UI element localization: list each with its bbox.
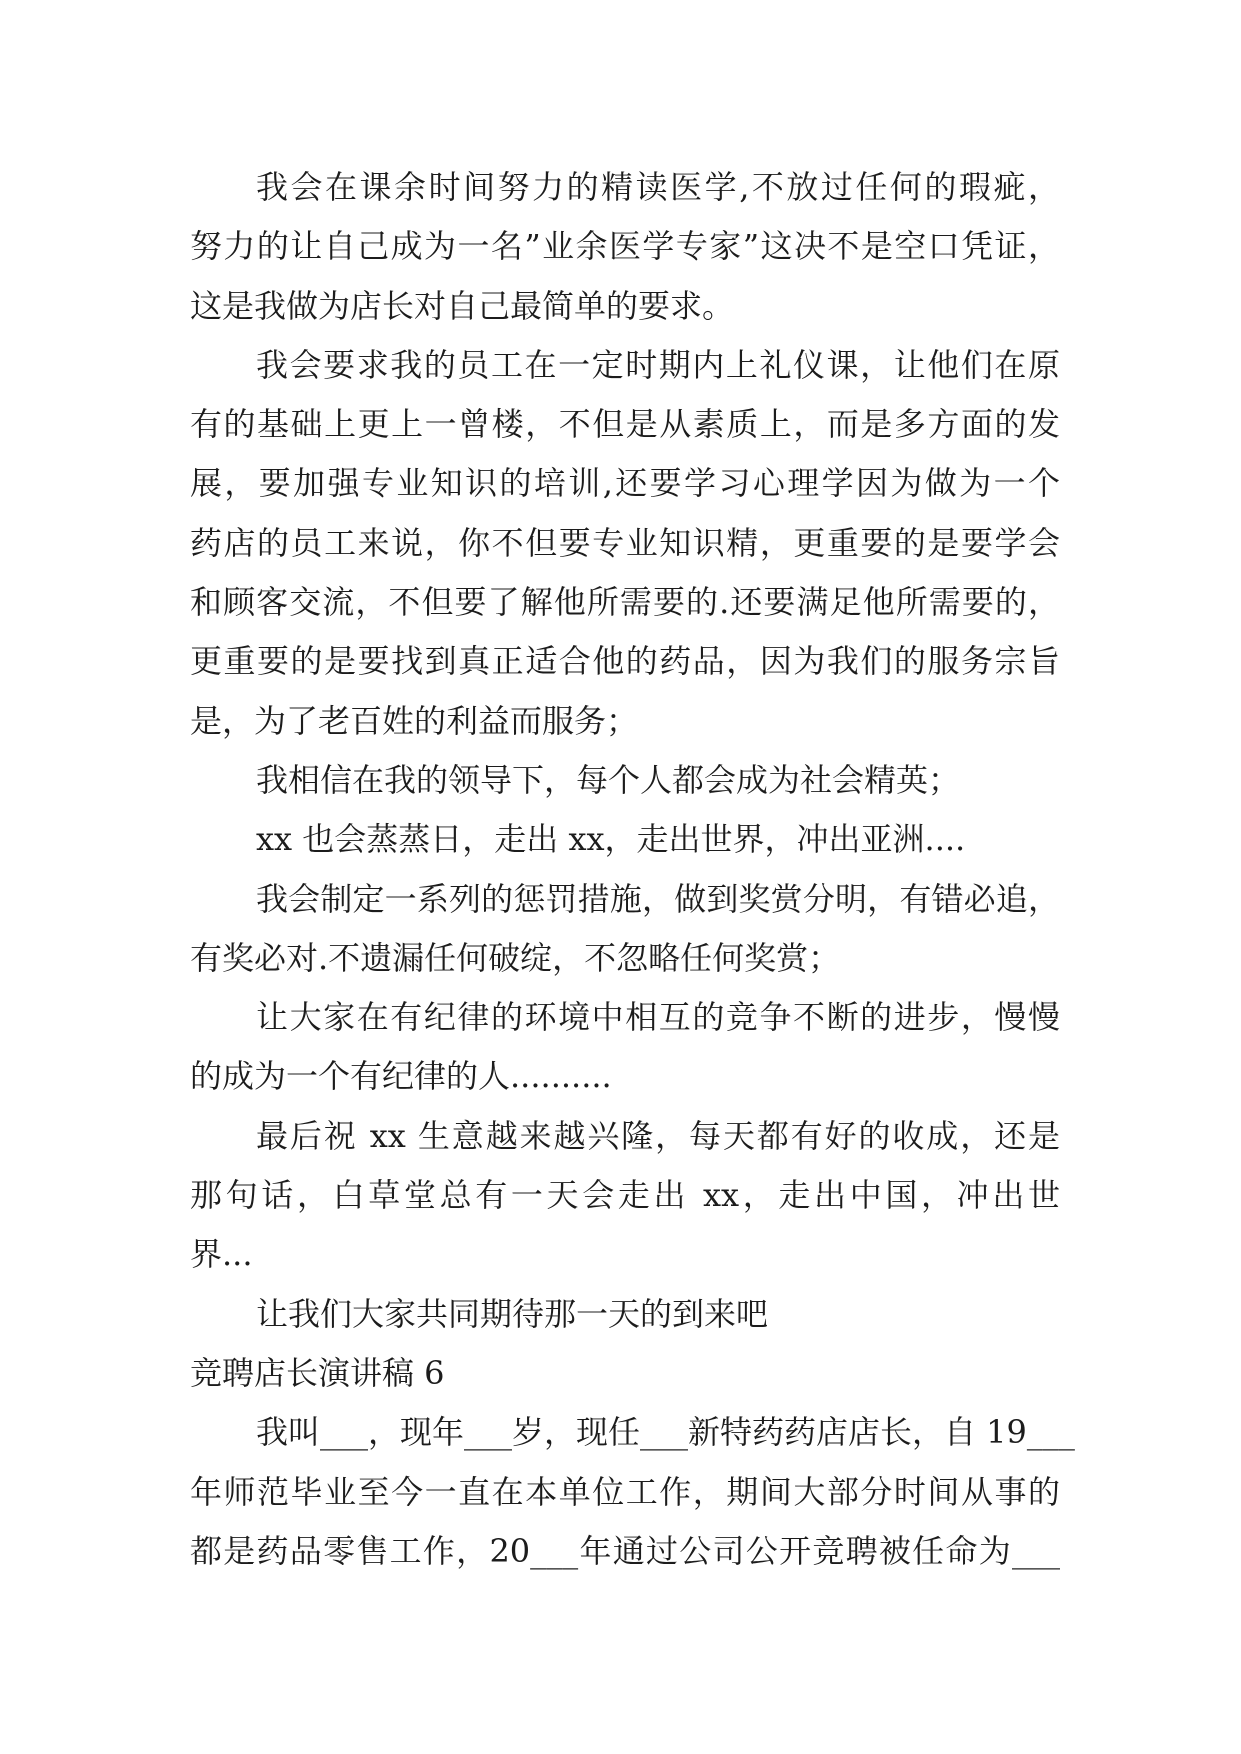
text-line: 有奖必对.不遗漏任何破绽，不忽略任何奖赏； — [190, 938, 841, 977]
text-line: 努力的让自己成为一名”业余医学专家”这决不是空口凭证， — [190, 227, 1060, 266]
text-line: 和顾客交流，不但要了解他所需要的.还要满足他所需要的， — [190, 583, 1060, 622]
section-title: 竞聘店长演讲稿 6 — [190, 1353, 445, 1392]
text-line: 让我们大家共同期待那一天的到来吧 — [256, 1294, 769, 1333]
text-line: 年师范毕业至今一直在本单位工作，期间大部分时间从事的 — [190, 1472, 1060, 1511]
text-line: 更重要的是要找到真正适合他的药品，因为我们的服务宗旨 — [190, 642, 1060, 681]
text-line: 我会制定一系列的惩罚措施，做到奖赏分明，有错必追， — [256, 879, 1060, 918]
text-line: 展，要加强专业知识的培训,还要学习心理学因为做为一个 — [190, 464, 1060, 503]
text-line: 有的基础上更上一曾楼，不但是从素质上，而是多方面的发 — [190, 405, 1060, 444]
document-body — [190, 158, 1075, 1581]
text-line: 最后祝 xx 生意越来越兴隆，每天都有好的收成，还是 — [256, 1116, 1060, 1155]
text-line: 我叫___，现年___岁，现任___新特药药店店长，自 19___ — [256, 1413, 1075, 1452]
text-line: 这是我做为店长对自己最简单的要求。 — [190, 286, 735, 325]
text-line: 都是药品零售工作，20___年通过公司公开竞聘被任命为___ — [190, 1531, 1060, 1570]
text-line: 我会在课余时间努力的精读医学,不放过任何的瑕疵， — [256, 168, 1060, 206]
text-line: 的成为一个有纪律的人.......... — [190, 1057, 612, 1096]
text-line: 是，为了老百姓的利益而服务； — [190, 701, 639, 740]
text-line: 界... — [190, 1235, 253, 1274]
text-line: 药店的员工来说，你不但要专业知识精，更重要的是要学会 — [190, 523, 1060, 562]
text-line: 那句话，白草堂总有一天会走出 xx，走出中国，冲出世 — [190, 1176, 1060, 1215]
text-line: xx 也会蒸蒸日，走出 xx，走出世界，冲出亚洲.... — [256, 820, 966, 859]
text-line: 让大家在有纪律的环境中相互的竞争不断的进步，慢慢 — [256, 998, 1060, 1037]
text-line: 我会要求我的员工在一定时期内上礼仪课，让他们在原 — [256, 345, 1060, 384]
text-line: 我相信在我的领导下，每个人都会成为社会精英； — [256, 760, 961, 799]
